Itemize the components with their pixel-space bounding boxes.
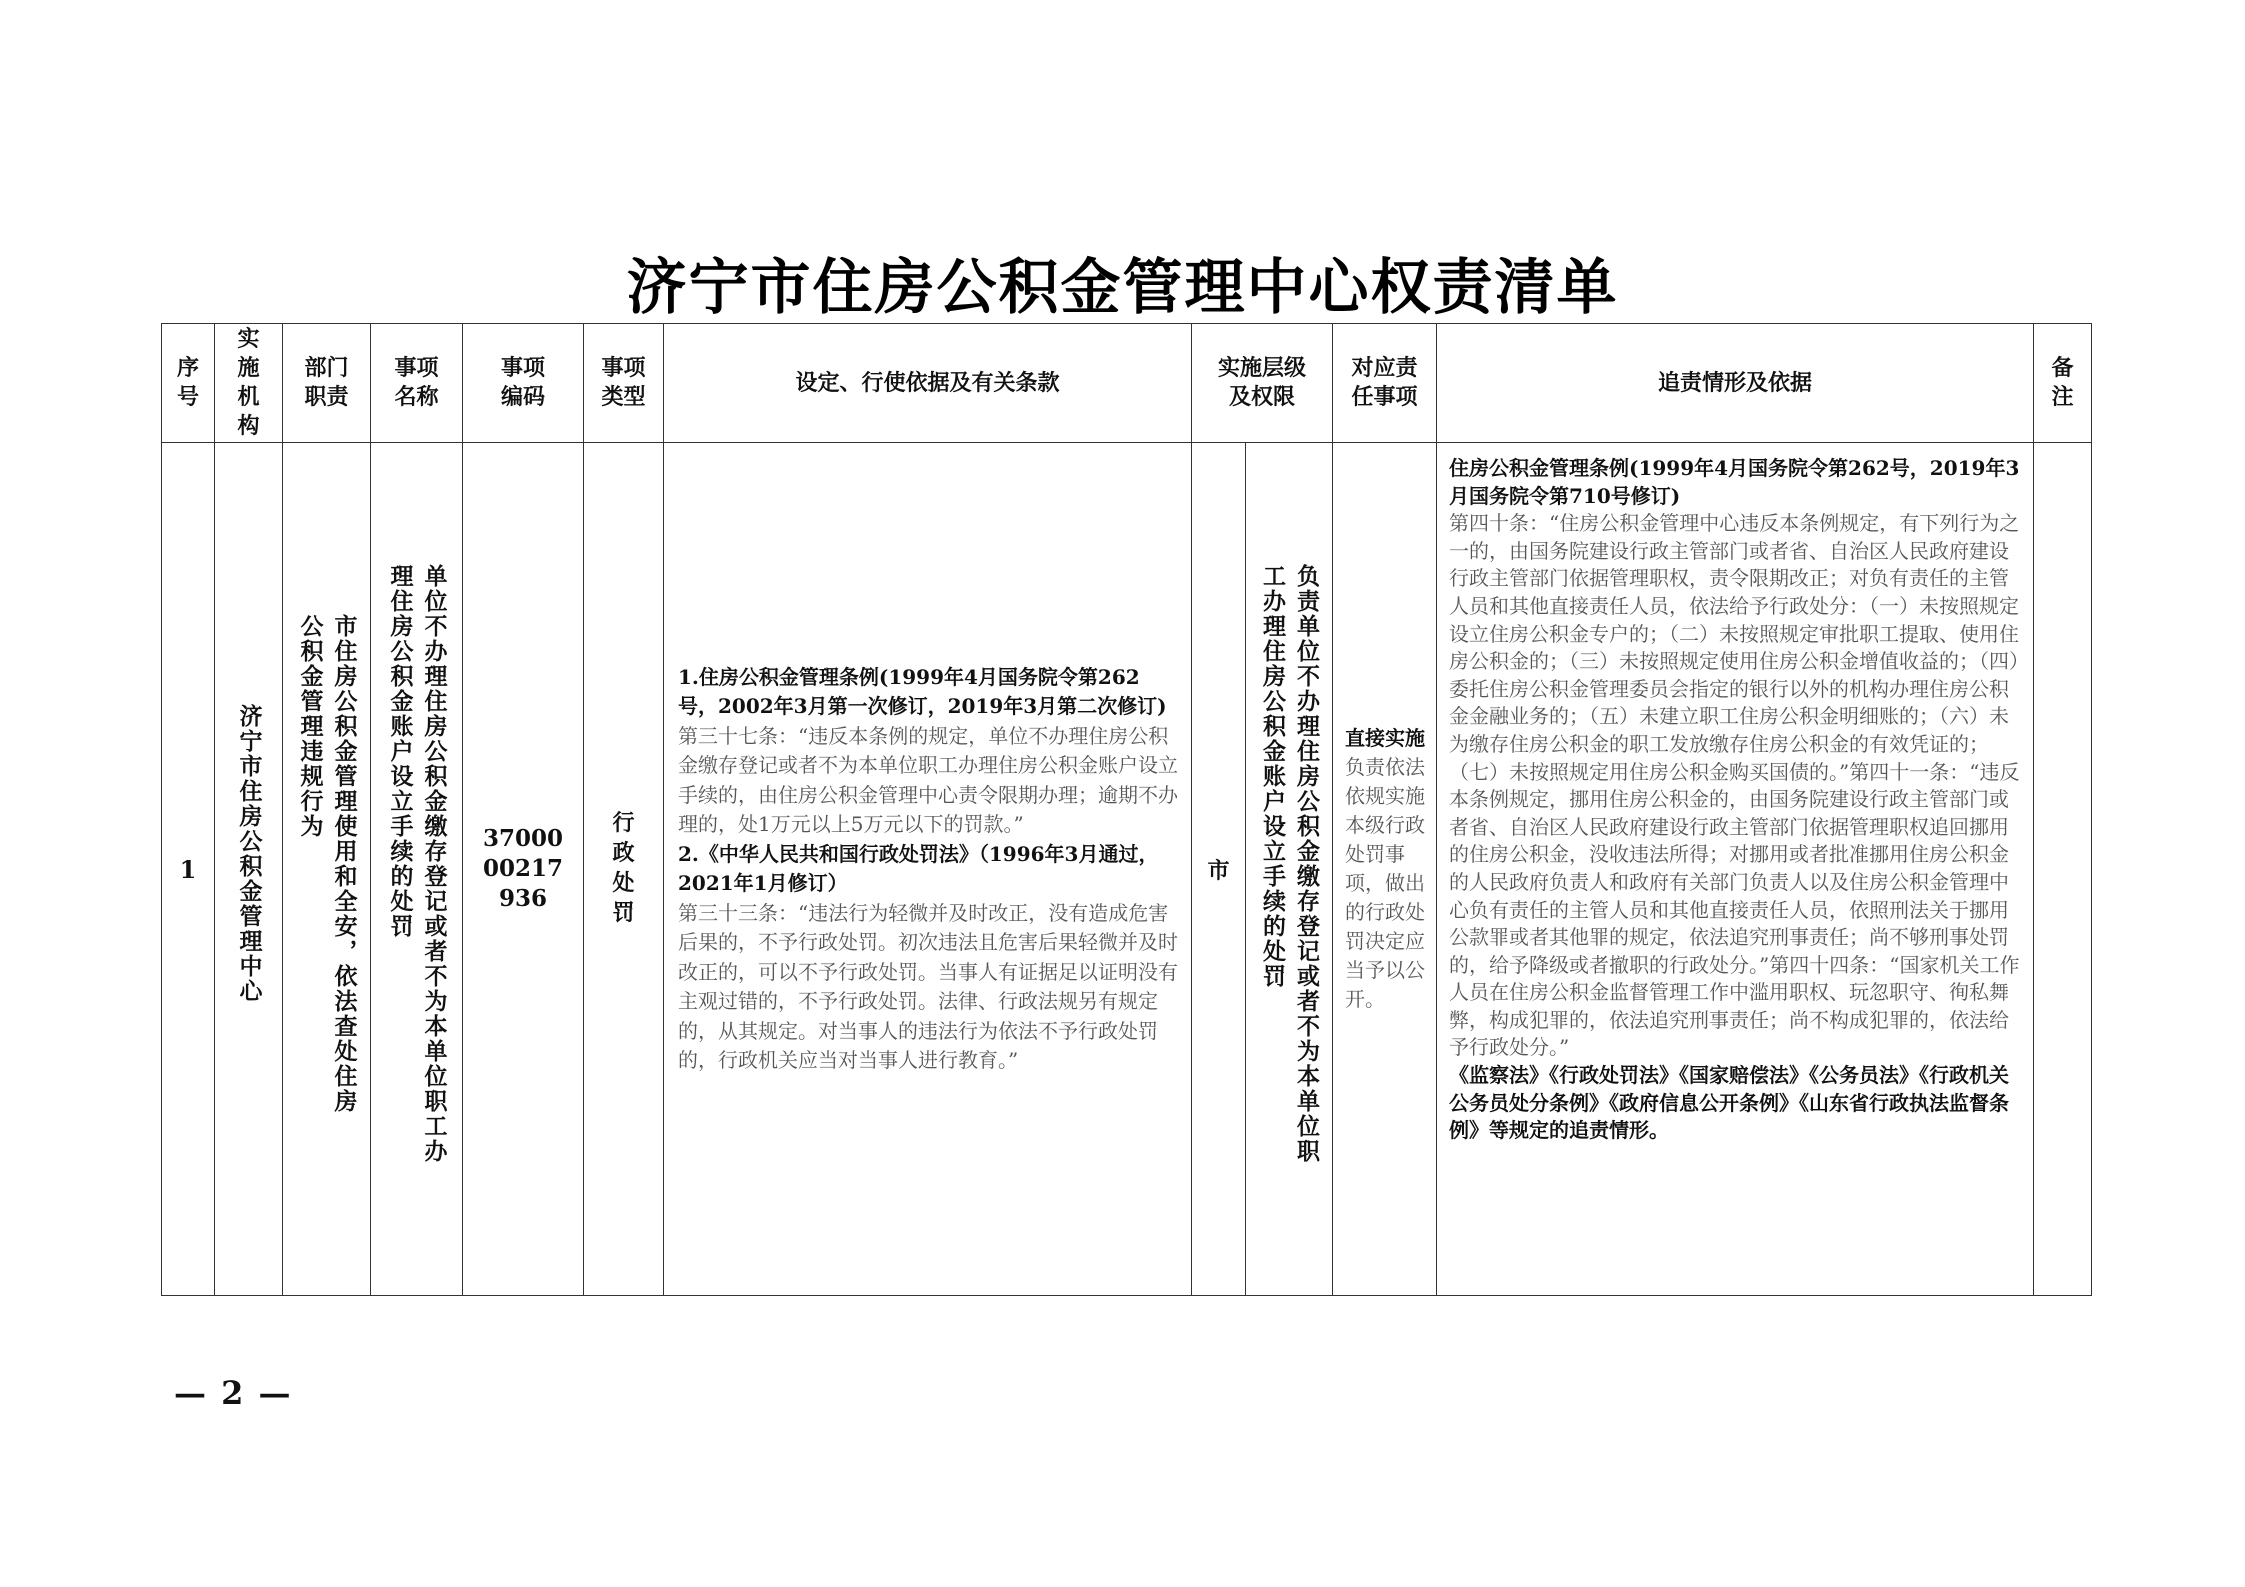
level-scope-text: 负责单位不办理住房公积金缴存登记或者不为本单位职工办理住房公积金账户设立手续的处罚 xyxy=(1259,564,1319,1164)
basis-law-2-text: 第三十三条：“违法行为轻微并及时改正，没有造成危害后果的，不予行政处罚。初次违法且危害后果轻微并及时改正的，可以不予行政处罚。当事人有证据足以证明没有主观过错的，不予行政处罚。法律、行政法规另有规定的，从其规定。对当事人的违法行为依法不予行政处罚的，行政机关应当对当事人进行教育。” xyxy=(678,900,1178,1072)
header-level: 实施层级及权限 xyxy=(1192,324,1333,443)
header-item-type: 事项类型 xyxy=(584,324,664,443)
accountability-title: 住房公积金管理条例(1999年4月国务院令第262号，2019年3月国务院令第710号修订) xyxy=(1449,456,2020,508)
basis-law-2-title: 2.《中华人民共和国行政处罚法》（1996年3月通过，2021年1月修订） xyxy=(678,841,1159,895)
responsibility-text: 负责依法依规实施本级行政处罚事项，做出的行政处罚决定应当予以公开。 xyxy=(1345,755,1426,1011)
cell-duty xyxy=(283,443,371,1296)
basis-law-1-title: 1.住房公积金管理条例(1999年4月国务院令第262号，2002年3月第一次修订，2019年3月第二次修订) xyxy=(678,664,1167,718)
cell-item-name xyxy=(371,443,463,1296)
cell-remark xyxy=(2034,443,2092,1296)
cell-item-code xyxy=(463,443,584,1296)
header-seq: 序号 xyxy=(162,324,215,443)
page-title: 济宁市住房公积金管理中心权责清单 xyxy=(626,253,1619,323)
duty-text: 市住房公积金管理使用和全安，依法查处住房公积金管理违规行为 xyxy=(296,614,357,1114)
header-responsibility: 对应责任事项 xyxy=(1333,324,1437,443)
cell-responsibility xyxy=(1333,443,1437,1296)
cell-accountability xyxy=(1437,443,2034,1296)
header-basis: 设定、行使依据及有关条款 xyxy=(664,324,1192,443)
header-accountability: 追责情形及依据 xyxy=(1437,324,2034,443)
cell-basis xyxy=(664,443,1192,1296)
accountability-footer: 《监察法》《行政处罚法》《国家赔偿法》《公务员法》《行政机关公务员处分条例》《政府信息公开条例》《山东省行政执法监督条例》等规定的追责情形。 xyxy=(1449,1063,2010,1143)
header-item-name: 事项名称 xyxy=(371,324,463,443)
cell-level-scope xyxy=(1246,443,1333,1296)
header-duty: 部门职责 xyxy=(283,324,371,443)
cell-agency xyxy=(215,443,283,1296)
cell-level: 市 xyxy=(1192,443,1246,1296)
table-row xyxy=(162,443,2092,1296)
header-agency: 实施机构 xyxy=(215,324,283,443)
header-item-code: 事项编码 xyxy=(463,324,584,443)
cell-seq: 1 xyxy=(162,443,215,1296)
cell-item-type: 行政处罚 xyxy=(584,443,664,1296)
item-code-text: 3700000217936 xyxy=(482,825,564,912)
responsibility-title: 直接实施 xyxy=(1345,726,1426,750)
table-header-row xyxy=(162,324,2092,443)
basis-law-1-text: 第三十七条：“违反本条例的规定，单位不办理住房公积金缴存登记或者不为本单位职工办理住房公积金账户设立手续的，由住房公积金管理中心责令限期办理；逾期不办理的，处1万元以上5万元以下的罚款。” xyxy=(678,723,1178,836)
agency-text: 济宁市住房公积金管理中心 xyxy=(235,704,262,1004)
responsibility-table xyxy=(161,323,2092,1296)
item-name-text: 单位不办理住房公积金缴存登记或者不为本单位职工办理住房公积金账户设立手续的处罚 xyxy=(386,564,447,1164)
page-number: — 2 — xyxy=(174,1374,293,1412)
header-remark: 备注 xyxy=(2034,324,2092,443)
accountability-text: 第四十条：“住房公积金管理中心违反本条例规定，有下列行为之一的，由国务院建设行政主管部门或者省、自治区人民政府建设行政主管部门依据管理职权，责令限期改正；对负有责任的主管人员和其他直接责任人员，依法给予行政处分：（一）未按照规定设立住房公积金专户的；（二）未按照规定审批职工提取、使用住房公积金的；（三）未按照规定使用住房公积金增值收益的；（四）委托住房公积金管理委员会指定的银行以外的机构办理住房公积金金融业务的；（五）未建立职工住房公积金明细账的；（六）未为缴存住房公积金的职工发放缴存住房公积金的有效凭证的；（七）未按照规定用住房公积金购买国债的。”第四十一条：“违反本条例规定，挪用住房公积金的，由国务院建设行政主管部门或者省、自治区人民政府建设行政主管部门依据管理职权追回挪用的住房公积金，没收违法所得；对挪用或者批准挪用住房公积金的人民政府负责人和政府有关部门负责人以及住房公积金管理中心负有责任的主管人员和其他直接责任人员，依照刑法关于挪用公款罪或者其他罪的规定，依法追究刑事责任；尚不够刑事处罚的，给予降级或者撤职的行政处分。”第四十四条：“国家机关工作人员在住房公积金监督管理工作中滥用职权、玩忽职守、徇私舞弊，构成犯罪的，依法追究刑事责任；尚不构成犯罪的，依法给予行政处分。” xyxy=(1449,511,2020,1060)
